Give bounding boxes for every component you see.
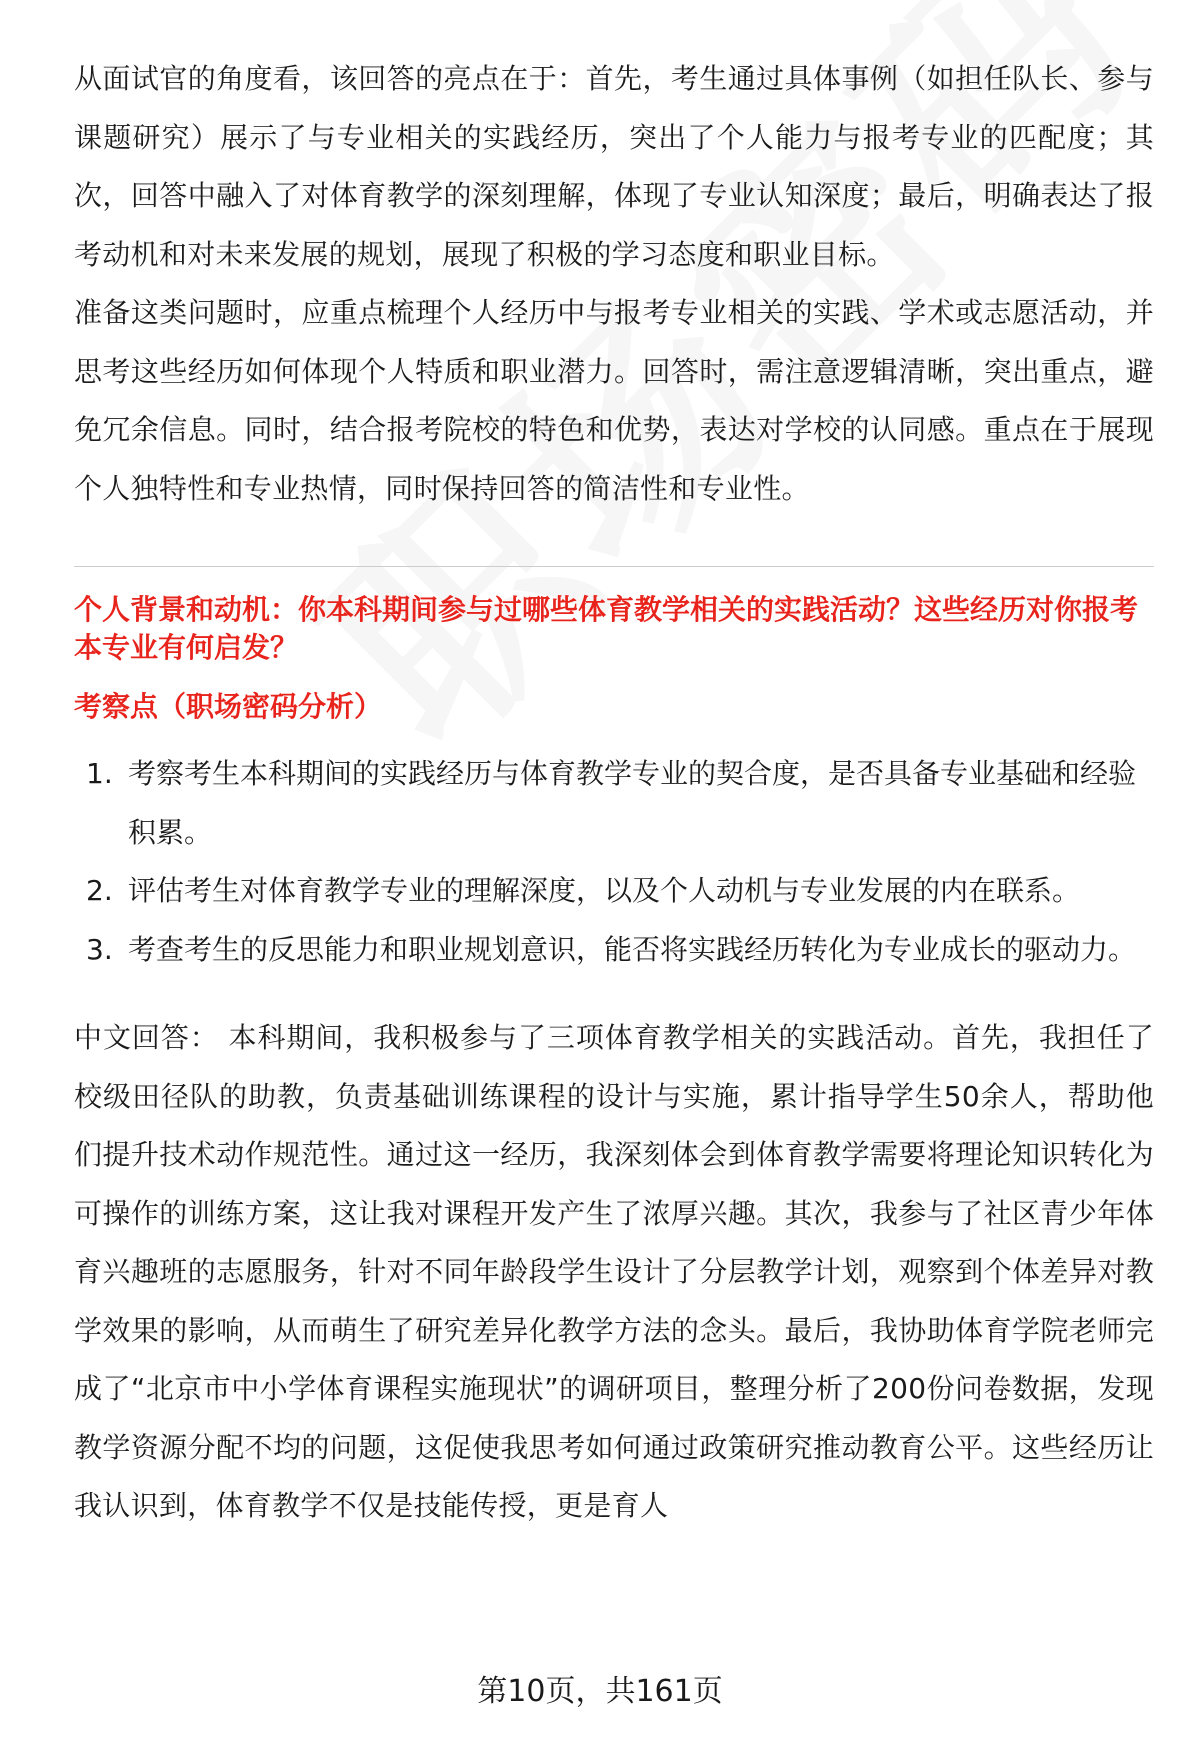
- list-text: 评估考生对体育教学专业的理解深度，以及个人动机与专业发展的内在联系。: [128, 874, 1081, 907]
- page-footer: 第10页，共161页: [477, 1674, 723, 1709]
- list-number: 2.: [86, 874, 113, 907]
- answer-paragraph: 中文回答： 本科期间，我积极参与了三项体育教学相关的实践活动。首先，我担任了校级田径队的助教，负责基础训练课程的设计与实施，累计指导学生50余人，帮助他们提升技术动作规范性。通过这一经历，我深刻体会到体育教学需要将理论知识转化为可操作的训练方案，这让我对课程开发产生了浓厚兴趣。其次，我参与了社区青少年体育兴趣班的志愿服务，针对不同年龄段学生设计了分层教学计划，观察到个体差异对教学效果的影响，从而萌生了研究差异化教学方法的念头。最后，我协助体育学院老师完成了“北京市中小学体育课程实施现状”的调研项目，整理分析了200份问卷数据，发现教学资源分配不均的问题，这促使我思考如何通过政策研究推动教育公平。这些经历让我认识到，体育教学不仅是技能传授，更是育人: [74, 1021, 1154, 1522]
- assessment-points-list: [74, 745, 1154, 979]
- paragraph-preparation-tips: 准备这类问题时，应重点梳理个人经历中与报考专业相关的实践、学术或志愿活动，并思考这些经历如何体现个人特质和职业潜力。回答时，需注意逻辑清晰，突出重点，避免冗余信息。同时，结合报考院校的特色和优势，表达对学校的认同感。重点在于展现个人独特性和专业热情，同时保持回答的简洁性和专业性。: [74, 296, 1154, 505]
- list-number: 3.: [86, 932, 113, 966]
- list-item: [74, 745, 1154, 862]
- list-item: [74, 862, 1154, 921]
- section-divider: [74, 566, 1154, 567]
- list-text: 考察考生本科期间的实践经历与体育教学专业的契合度，是否具备专业基础和经验积累。: [128, 757, 1137, 849]
- list-item: [74, 921, 1154, 980]
- section-title-assessment: 考察点（职场密码分析）: [74, 690, 383, 723]
- paragraph-interviewer-view: 从面试官的角度看，该回答的亮点在于：首先，考生通过具体事例（如担任队长、参与课题研究）展示了与专业相关的实践经历，突出了个人能力与报考专业的匹配度；其次，回答中融入了对体育教学的深刻理解，体现了专业认知深度；最后，明确表达了报考动机和对未来发展的规划，展现了积极的学习态度和职业目标。: [74, 62, 1154, 271]
- list-text: 考查考生的反思能力和职业规划意识，能否将实践经历转化为专业成长的驱动力。: [128, 932, 1137, 966]
- question-heading: 个人背景和动机：你本科期间参与过哪些体育教学相关的实践活动？这些经历对你报考本专业有何启发？: [74, 593, 1139, 664]
- page-content: [74, 50, 1154, 1536]
- list-number: 1.: [86, 757, 113, 790]
